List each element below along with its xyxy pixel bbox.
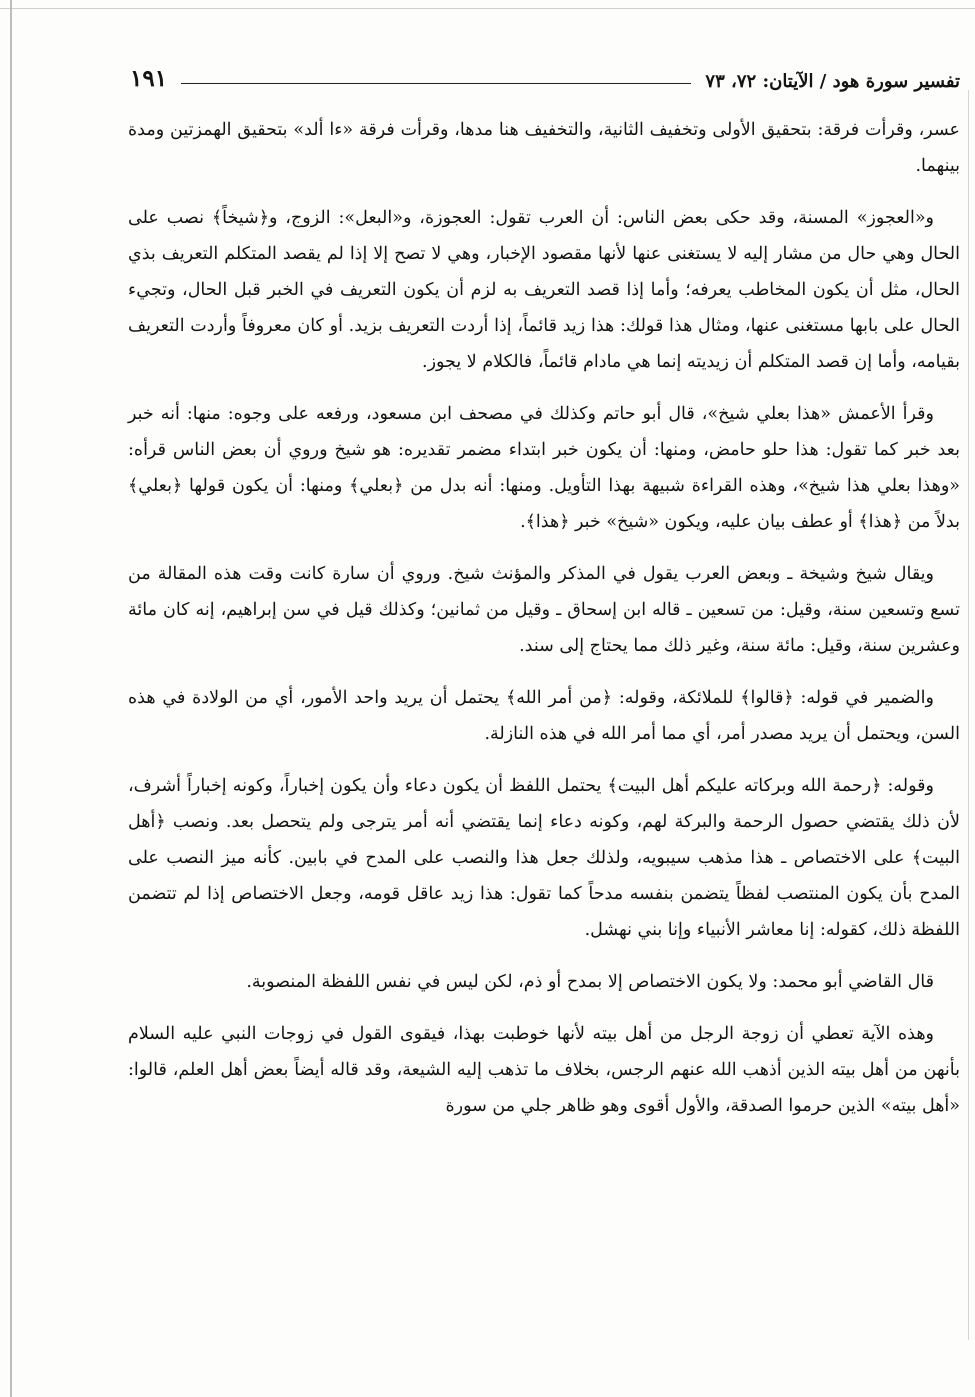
paragraph-1: عسر، وقرأت فرقة: بتحقيق الأولى وتخفيف الثانية، والتخفيف هنا مدها، وقرأت فرقة «ءا ألد» بتحقيق الهمزتين ومدة بينهما. bbox=[128, 120, 960, 176]
paragraph-2: و«العجوز» المسنة، وقد حكى بعض الناس: أن العرب تقول: العجوزة، و«البعل»: الزوج، و﴿شيخاً﴾ نصب على الحال وهي حال من مشار إليه لا يستغنى عنها لأنها مقصود الإخبار، وهي لا تصح إلا إذا لم يقصد المتكلم التعريف بذي الحال، مثل أن يكون المخاطب يعرفه؛ وأما إذا قصد التعريف به لزم أن يكون التعريف في الخبر قبل الحال، وتجيء الحال على بابها مستغنى عنها، ومثال هذا قولك: هذا زيد قائماً، إذا أردت التعريف بزيد. أو كان معروفاً وأردت التعريف بقيامه، وأما إن قصد المتكلم أن زيديته إنما هي مادام قائماً، فالكلام لا يجوز. bbox=[128, 208, 960, 372]
paragraph-5: والضمير في قوله: ﴿قالوا﴾ للملائكة، وقوله: ﴿من أمر الله﴾ يحتمل أن يريد واحد الأمور، أي من الولادة في هذه السن، ويحتمل أن يريد مصدر أمر، أي مما أمر الله في هذه النازلة. bbox=[128, 688, 960, 744]
page-border-left bbox=[10, 0, 12, 1397]
paragraph-7: قال القاضي أبو محمد: ولا يكون الاختصاص إلا بمدح أو ذم، لكن ليس في نفس اللفظة المنصوبة. bbox=[246, 972, 934, 992]
paragraph-6: وقوله: ﴿رحمة الله وبركاته عليكم أهل البيت﴾ يحتمل اللفظ أن يكون دعاء وأن يكون إخباراً، وكونه إخباراً أشرف، لأن ذلك يقتضي حصول الرحمة والبركة لهم، وكونه دعاء إنما يقتضي أنه أمر يترجى ولم يتحصل بعد. ونصب ﴿أهل البيت﴾ على الاختصاص ـ هذا مذهب سيبويه، ولذلك جعل هذا والنصب على المدح في بابين. كأنه ميز النصب على المدح بأن يكون المنتصب لفظاً يتضمن بنفسه مدحاً كما تقول: هذا زيد عاقل قومه، وجعل الاختصاص إذا لم تتضمن اللفظة ذلك، كقوله: إنا معاشر الأنبياء وإنا بني نهشل. bbox=[128, 776, 960, 940]
page-border-right bbox=[968, 90, 969, 1340]
page-body bbox=[128, 112, 960, 1140]
paragraph-3: وقرأ الأعمش «هذا بعلي شيخ»، قال أبو حاتم وكذلك في مصحف ابن مسعود، ورفعه على وجوه: منها: أنه خبر بعد خبر كما تقول: هذا حلو حامض، ومنها: أن يكون خبر ابتداء مضمر تقديره: هو شيخ وروي أن بعض الناس قرأه: «وهذا بعلي هذا شيخ»، وهذه القراءة شبيهة بهذا التأويل. ومنها: أنه بدل من ﴿بعلي﴾ ومنها: أن يكون قولها ﴿بعلي﴾ بدلاً من ﴿هذا﴾ أو عطف بيان عليه، ويكون «شيخ» خبر ﴿هذا﴾. bbox=[128, 404, 960, 532]
page-number: ١٩١ bbox=[130, 65, 168, 92]
header-rule bbox=[181, 83, 691, 84]
paragraph-8: وهذه الآية تعطي أن زوجة الرجل من أهل بيته لأنها خوطبت بهذا، فيقوى القول في زوجات النبي عليه السلام بأنهن من أهل بيته الذين أذهب الله عنهم الرجس، بخلاف ما تذهب إليه الشيعة، وقد قاله أيضاً بعض أهل العلم، قالوا: «أهل بيته» الذين حرموا الصدقة، والأول أقوى وهو ظاهر جلي من سورة bbox=[128, 1024, 960, 1116]
running-title: تفسير سورة هود / الآيتان: ٧٢، ٧٣ bbox=[705, 71, 960, 92]
paragraph-4: ويقال شيخ وشيخة ـ وبعض العرب يقول في المذكر والمؤنث شيخ. وروي أن سارة كانت وقت هذه المقالة من تسع وتسعين سنة، وقيل: من تسعين ـ قاله ابن إسحاق ـ وقيل من ثمانين؛ وكذلك قيل في سن إبراهيم، إنه كان مائة وعشرين سنة، وقيل: مائة سنة، وغير ذلك مما يحتاج إلى سند. bbox=[128, 564, 960, 656]
page-border-top bbox=[0, 8, 975, 9]
page-header bbox=[130, 62, 960, 92]
